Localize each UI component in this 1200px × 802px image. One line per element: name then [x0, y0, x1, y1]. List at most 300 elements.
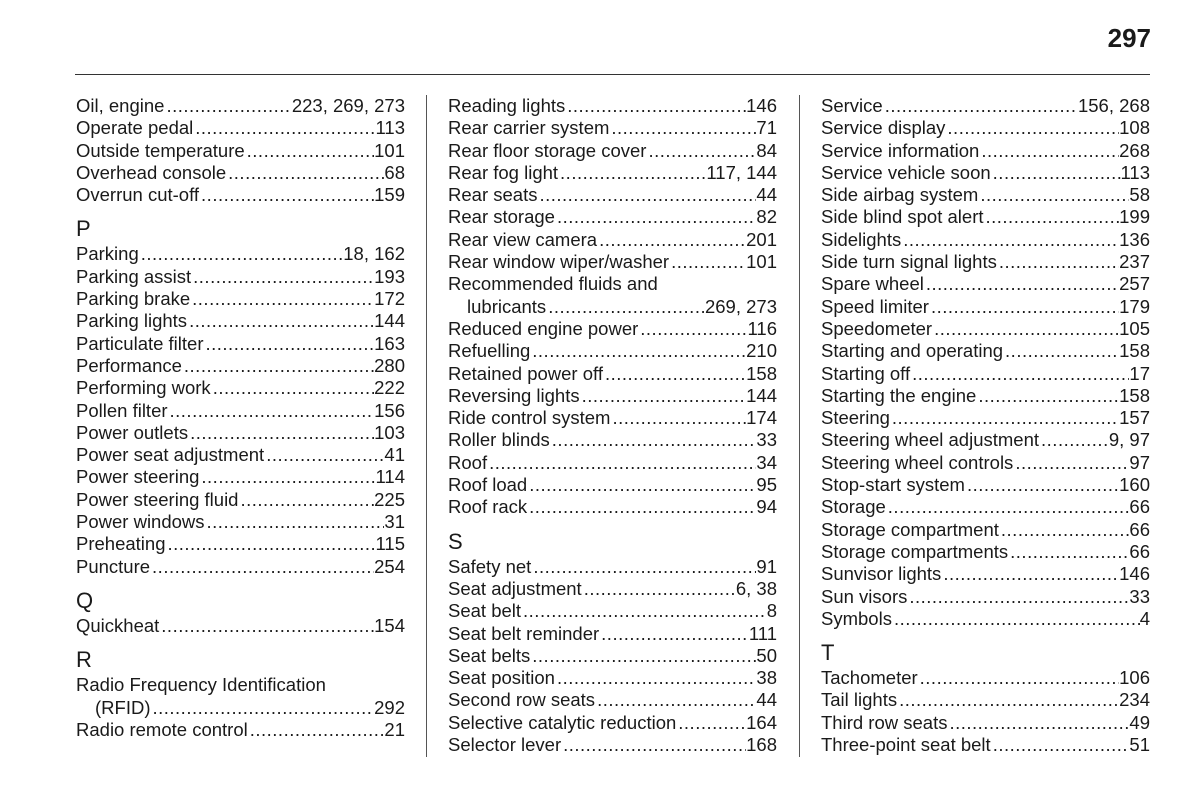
index-page-ref: 158 — [1119, 384, 1150, 406]
dot-leader — [646, 140, 756, 162]
index-entry — [448, 734, 777, 756]
dot-leader — [597, 229, 746, 251]
index-page-ref: 146 — [746, 95, 777, 116]
index-page-ref: 254 — [374, 555, 405, 577]
dot-leader — [245, 140, 374, 162]
index-term: Starting the engine — [821, 384, 977, 406]
dot-leader — [150, 697, 374, 719]
column-divider — [799, 95, 800, 757]
index-entry — [821, 429, 1150, 451]
index-entry — [76, 511, 405, 533]
index-page-ref: 168 — [746, 734, 777, 756]
index-page-ref: 82 — [756, 206, 777, 228]
dot-leader — [168, 400, 375, 422]
dot-leader — [603, 363, 746, 385]
dot-leader — [188, 422, 374, 444]
index-entry — [448, 117, 777, 139]
dot-leader — [205, 511, 385, 533]
index-entry — [821, 667, 1150, 689]
index-page-ref: 156, 268 — [1077, 95, 1150, 116]
index-entry — [821, 496, 1150, 518]
dot-leader — [187, 310, 374, 332]
index-page-ref: 33 — [1129, 585, 1150, 607]
index-entry — [76, 674, 405, 696]
dot-leader — [190, 288, 374, 310]
dot-leader — [599, 623, 749, 645]
dot-leader — [999, 519, 1130, 541]
dot-leader — [978, 184, 1129, 206]
dot-leader — [638, 318, 747, 340]
index-entry — [76, 288, 405, 310]
index-page-ref: 163 — [374, 332, 405, 354]
index-entry — [448, 273, 777, 295]
index-term: Rear storage — [448, 206, 555, 228]
index-term: Rear fog light — [448, 161, 559, 183]
dot-leader — [580, 385, 747, 407]
dot-leader — [199, 466, 375, 488]
index-entry — [76, 333, 405, 355]
dot-leader — [991, 162, 1121, 184]
index-page-ref: 269, 273 — [704, 295, 777, 317]
index-entry — [76, 355, 405, 377]
index-term: Quickheat — [76, 614, 160, 636]
index-page-ref: 18, 162 — [343, 243, 405, 265]
index-entry — [76, 466, 405, 488]
dot-leader — [924, 273, 1119, 295]
index-letter-heading: Q — [76, 587, 94, 613]
index-page-ref: 280 — [374, 354, 405, 376]
dot-leader — [1039, 429, 1109, 451]
index-term: Power windows — [76, 511, 205, 533]
index-page-ref: 95 — [756, 474, 777, 496]
index-entry — [76, 377, 405, 399]
index-page-ref: 38 — [756, 667, 777, 689]
dot-leader — [979, 140, 1119, 162]
index-page-ref: 114 — [375, 466, 405, 488]
index-term: Seat position — [448, 667, 555, 689]
dot-leader — [238, 489, 374, 511]
index-term: Seat belt reminder — [448, 622, 600, 644]
index-term: Roof load — [448, 474, 528, 496]
dot-leader — [997, 251, 1119, 273]
index-entry — [76, 243, 405, 265]
dot-leader — [945, 117, 1119, 139]
index-entry — [448, 429, 777, 451]
index-entry — [448, 407, 777, 429]
index-entry — [448, 340, 777, 362]
index-term: Side turn signal lights — [821, 251, 997, 273]
dot-leader — [150, 556, 374, 578]
index-term: Rear view camera — [448, 228, 598, 250]
index-entry — [76, 719, 405, 741]
index-entry — [821, 563, 1150, 585]
dot-leader — [191, 266, 374, 288]
index-term: Side blind spot alert — [821, 206, 984, 228]
index-page-ref: 91 — [756, 555, 777, 577]
index-entry — [821, 474, 1150, 496]
index-term: Roller blinds — [448, 429, 550, 451]
dot-leader — [1008, 541, 1129, 563]
dot-leader — [1003, 340, 1119, 362]
index-entry — [821, 184, 1150, 206]
dot-leader — [164, 95, 291, 117]
index-entry — [76, 162, 405, 184]
index-page-ref: 66 — [1129, 518, 1150, 540]
index-term: Roof rack — [448, 496, 528, 518]
index-page-ref: 292 — [374, 696, 405, 718]
index-page-ref: 210 — [746, 340, 777, 362]
index-entry — [821, 712, 1150, 734]
index-page-ref: 234 — [1119, 689, 1150, 711]
index-term: Power seat adjustment — [76, 444, 265, 466]
index-term: Selector lever — [448, 734, 562, 756]
dot-leader — [991, 734, 1130, 756]
index-page-ref: 4 — [1139, 607, 1150, 629]
index-column-3 — [821, 95, 1150, 756]
index-entry — [821, 541, 1150, 563]
index-page-ref: 201 — [746, 228, 777, 250]
index-page-ref: 164 — [746, 711, 777, 733]
dot-leader — [965, 474, 1119, 496]
dot-leader — [199, 184, 374, 206]
index-term: Steering wheel controls — [821, 451, 1014, 473]
index-term: Service information — [821, 139, 980, 161]
index-entry — [448, 385, 777, 407]
index-page-ref: 157 — [1119, 407, 1150, 429]
index-term: (RFID) — [95, 696, 151, 718]
index-entry — [821, 229, 1150, 251]
index-entry — [76, 310, 405, 332]
index-page-ref: 106 — [1119, 667, 1150, 689]
dot-leader — [901, 229, 1119, 251]
column-divider — [426, 95, 427, 757]
index-term: Preheating — [76, 533, 166, 555]
index-term: Starting off — [821, 362, 911, 384]
index-term: Radio Frequency Identification — [76, 674, 326, 696]
index-page-ref: 8 — [766, 600, 777, 622]
index-term: Reading lights — [448, 95, 566, 116]
dot-leader — [565, 95, 746, 117]
dot-leader — [610, 407, 746, 429]
index-entry — [821, 117, 1150, 139]
index-page-ref: 113 — [1120, 161, 1150, 183]
dot-leader — [976, 385, 1119, 407]
index-term: Refuelling — [448, 340, 531, 362]
dot-leader — [226, 162, 384, 184]
dot-leader — [165, 533, 375, 555]
index-column-2 — [448, 95, 777, 756]
dot-leader — [555, 667, 756, 689]
index-term: Parking assist — [76, 265, 192, 287]
index-page-ref: 136 — [1119, 228, 1150, 250]
index-term: Performance — [76, 354, 182, 376]
index-term: Speed limiter — [821, 295, 929, 317]
dot-leader — [883, 95, 1078, 117]
index-term: Performing work — [76, 377, 211, 399]
index-entry — [76, 95, 405, 117]
index-term: Outside temperature — [76, 139, 245, 161]
dot-leader — [890, 407, 1119, 429]
dot-leader — [527, 474, 756, 496]
index-entry — [448, 578, 777, 600]
index-page-ref: 94 — [756, 496, 777, 518]
index-page-ref: 146 — [1119, 563, 1150, 585]
index-term: Service vehicle soon — [821, 161, 991, 183]
index-entry — [448, 162, 777, 184]
dot-leader — [609, 117, 756, 139]
index-term: Service display — [821, 117, 946, 139]
dot-leader — [558, 162, 706, 184]
index-term: Parking lights — [76, 310, 188, 332]
index-page-ref: 179 — [1119, 295, 1150, 317]
index-page-ref: 172 — [374, 288, 405, 310]
index-entry — [448, 474, 777, 496]
dot-leader — [892, 608, 1140, 630]
index-term: Parking brake — [76, 288, 191, 310]
index-term: Radio remote control — [76, 718, 248, 740]
index-page-ref: 223, 269, 273 — [291, 95, 405, 116]
index-term: Second row seats — [448, 689, 596, 711]
header-rule — [75, 74, 1150, 75]
index-term: Rear carrier system — [448, 117, 610, 139]
index-entry — [821, 586, 1150, 608]
index-page-ref: 51 — [1129, 734, 1150, 756]
index-term: Reduced engine power — [448, 317, 639, 339]
index-page-ref: 44 — [756, 689, 777, 711]
index-page-ref: 34 — [756, 451, 777, 473]
index-term: Three-point seat belt — [821, 734, 991, 756]
index-page-ref: 154 — [374, 614, 405, 636]
index-entry — [76, 117, 405, 139]
index-entry — [448, 556, 777, 578]
index-letter-heading: R — [76, 647, 92, 673]
index-page-ref: 113 — [375, 117, 405, 139]
index-page-ref: 103 — [374, 421, 405, 443]
index-term: Selective catalytic reduction — [448, 711, 677, 733]
index-entry — [448, 452, 777, 474]
index-term: Seat adjustment — [448, 577, 582, 599]
index-entry — [448, 667, 777, 689]
index-term: Storage compartments — [821, 540, 1009, 562]
index-letter-heading: P — [76, 216, 91, 242]
index-entry — [448, 689, 777, 711]
index-entry — [76, 697, 405, 719]
index-term: Tachometer — [821, 667, 918, 689]
index-page-ref: 158 — [746, 362, 777, 384]
dot-leader — [941, 563, 1119, 585]
index-page-ref: 6, 38 — [735, 577, 777, 599]
index-term: Seat belt — [448, 600, 522, 622]
index-page-ref: 268 — [1119, 139, 1150, 161]
index-term: Speedometer — [821, 317, 933, 339]
index-term: Power steering fluid — [76, 488, 239, 510]
index-term: Reversing lights — [448, 384, 580, 406]
index-entry — [821, 206, 1150, 228]
index-letter-heading: S — [448, 528, 463, 554]
index-page-ref: 49 — [1129, 711, 1150, 733]
dot-leader — [918, 667, 1119, 689]
index-term: Power steering — [76, 466, 200, 488]
index-page-ref: 257 — [1119, 273, 1150, 295]
index-entry — [821, 519, 1150, 541]
index-term: Tail lights — [821, 689, 898, 711]
index-entry — [448, 363, 777, 385]
dot-leader — [669, 251, 746, 273]
index-term: Sidelights — [821, 228, 902, 250]
dot-leader — [929, 296, 1119, 318]
index-entry — [821, 407, 1150, 429]
index-entry — [448, 623, 777, 645]
index-entry — [821, 273, 1150, 295]
index-page-ref: 115 — [375, 533, 405, 555]
index-term: Power outlets — [76, 421, 189, 443]
index-page-ref: 71 — [756, 117, 777, 139]
index-entry — [448, 318, 777, 340]
index-page-ref: 111 — [748, 622, 777, 644]
index-entry — [448, 600, 777, 622]
dot-leader — [910, 363, 1129, 385]
dot-leader — [521, 600, 767, 622]
index-term: Pollen filter — [76, 399, 168, 421]
index-page-ref: 159 — [374, 184, 405, 206]
index-page-ref: 237 — [1119, 251, 1150, 273]
dot-leader — [527, 496, 756, 518]
index-term: Overrun cut-off — [76, 184, 200, 206]
dot-leader — [248, 719, 385, 741]
dot-leader — [159, 615, 374, 637]
index-entry — [821, 140, 1150, 162]
index-page-ref: 58 — [1129, 184, 1150, 206]
dot-leader — [530, 645, 756, 667]
index-page-ref: 17 — [1129, 362, 1150, 384]
index-entry — [821, 296, 1150, 318]
index-entry — [76, 422, 405, 444]
index-term: Symbols — [821, 607, 892, 629]
index-page-ref: 116 — [747, 317, 777, 339]
index-term: Sun visors — [821, 585, 908, 607]
index-term: Starting and operating — [821, 340, 1004, 362]
index-page-ref: 33 — [756, 429, 777, 451]
index-entry — [448, 645, 777, 667]
index-term: Side airbag system — [821, 184, 979, 206]
index-term: Storage compartment — [821, 518, 999, 540]
index-page-ref: 156 — [374, 399, 405, 421]
dot-leader — [531, 556, 756, 578]
index-entry — [448, 251, 777, 273]
index-term: Safety net — [448, 555, 532, 577]
dot-leader — [984, 206, 1120, 228]
index-page-ref: 199 — [1119, 206, 1150, 228]
index-term: Rear floor storage cover — [448, 139, 647, 161]
index-entry — [76, 533, 405, 555]
dot-leader — [932, 318, 1119, 340]
dot-leader — [886, 496, 1130, 518]
index-page-ref: 21 — [384, 718, 405, 740]
index-entry — [821, 689, 1150, 711]
index-term: Rear seats — [448, 184, 538, 206]
dot-leader — [537, 184, 756, 206]
index-entry — [821, 251, 1150, 273]
index-entry — [821, 363, 1150, 385]
index-page-ref: 174 — [746, 407, 777, 429]
page-number: 297 — [1107, 23, 1151, 53]
index-page-ref: 101 — [374, 139, 405, 161]
index-term: Particulate filter — [76, 332, 204, 354]
dot-leader — [193, 117, 375, 139]
index-entry — [821, 318, 1150, 340]
index-entry — [448, 296, 777, 318]
index-page-ref: 44 — [756, 184, 777, 206]
index-entry — [76, 615, 405, 637]
index-page-ref: 144 — [746, 384, 777, 406]
index-term: Storage — [821, 496, 886, 518]
index-page-ref: 101 — [746, 251, 777, 273]
index-entry — [76, 140, 405, 162]
dot-leader — [907, 586, 1129, 608]
index-term: Stop-start system — [821, 474, 965, 496]
dot-leader — [676, 712, 746, 734]
dot-leader — [546, 296, 705, 318]
index-entry — [821, 340, 1150, 362]
index-page-ref: 222 — [374, 377, 405, 399]
index-page-ref: 66 — [1129, 496, 1150, 518]
index-term: Operate pedal — [76, 117, 194, 139]
index-term: lubricants — [467, 295, 547, 317]
index-page-ref: 84 — [756, 139, 777, 161]
index-term: Steering wheel adjustment — [821, 429, 1040, 451]
dot-leader — [561, 734, 746, 756]
index-term: Service — [821, 95, 883, 116]
dot-leader — [595, 689, 756, 711]
index-entry — [76, 184, 405, 206]
index-entry — [821, 452, 1150, 474]
index-page-ref: 31 — [384, 511, 405, 533]
dot-leader — [897, 689, 1119, 711]
index-entry — [448, 206, 777, 228]
index-term: Parking — [76, 243, 139, 265]
dot-leader — [182, 355, 374, 377]
dot-leader — [487, 452, 756, 474]
index-page-ref: 105 — [1119, 317, 1150, 339]
index-entry — [76, 489, 405, 511]
index-page-ref: 41 — [384, 444, 405, 466]
dot-leader — [555, 206, 756, 228]
dot-leader — [204, 333, 375, 355]
index-column-1 — [76, 95, 405, 741]
index-letter-heading: T — [821, 640, 835, 666]
index-entry — [76, 400, 405, 422]
index-page-ref: 97 — [1129, 451, 1150, 473]
index-entry — [448, 184, 777, 206]
index-page-ref: 117, 144 — [706, 161, 777, 183]
index-term: Ride control system — [448, 407, 611, 429]
index-term: Rear window wiper/washer — [448, 251, 670, 273]
index-term: Oil, engine — [76, 95, 165, 116]
index-page-ref: 158 — [1119, 340, 1150, 362]
index-page-ref: 68 — [384, 161, 405, 183]
index-page-ref: 144 — [374, 310, 405, 332]
index-page-ref: 160 — [1119, 474, 1150, 496]
index-entry — [448, 229, 777, 251]
index-term: Spare wheel — [821, 273, 924, 295]
index-entry — [76, 444, 405, 466]
dot-leader — [1013, 452, 1129, 474]
index-term: Third row seats — [821, 711, 948, 733]
index-term: Recommended fluids and — [448, 273, 658, 295]
dot-leader — [211, 377, 374, 399]
index-term: Seat belts — [448, 644, 531, 666]
dot-leader — [139, 243, 344, 265]
